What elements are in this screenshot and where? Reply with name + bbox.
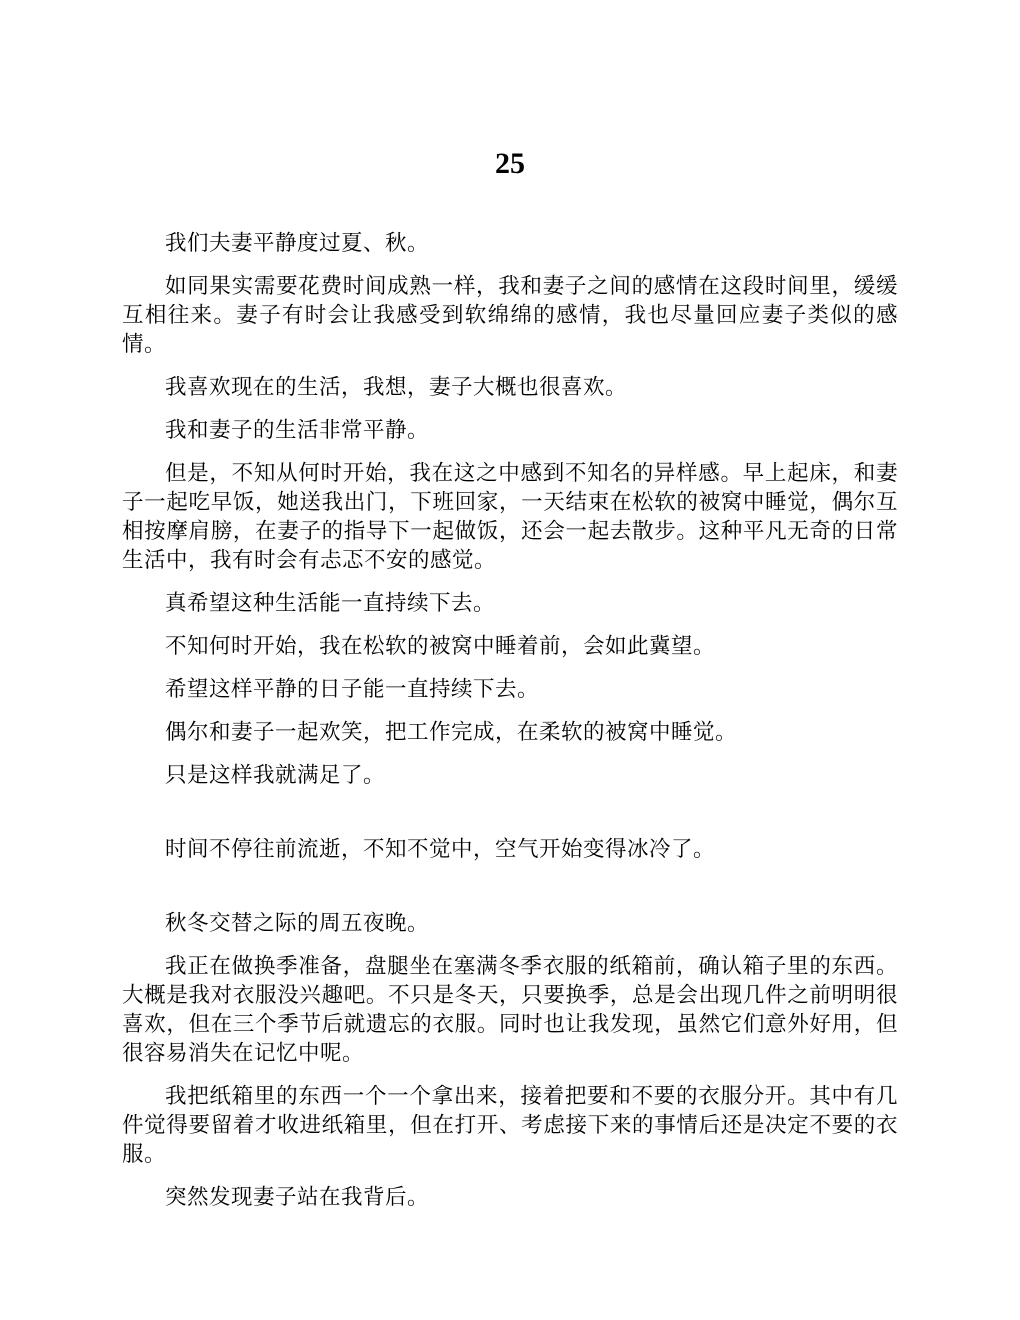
paragraph: 突然发现妻子站在我背后。: [165, 1185, 430, 1210]
paragraph: 真希望这种生活能一直持续下去。: [165, 591, 496, 616]
paragraph: 希望这样平静的日子能一直持续下去。: [165, 677, 540, 702]
paragraph: 我和妻子的生活非常平静。: [165, 418, 430, 443]
paragraph: 我正在做换季准备，盘腿坐在塞满冬季衣服的纸箱前，确认箱子里的东西。大概是我对衣服没兴趣吧。不只是冬天，只要换季，总是会出现几件之前明明很喜欢，但在三个季节后就遗忘的衣服。同时也让我发现，虽然它们意外好用，但很容易消失在记忆中呢。: [122, 954, 898, 1066]
paragraph: 只是这样我就满足了。: [165, 763, 386, 788]
chapter-body: [122, 229, 898, 1226]
paragraph: 我们夫妻平静度过夏、秋。: [165, 231, 430, 256]
paragraph: 我喜欢现在的生活，我想，妻子大概也很喜欢。: [165, 375, 628, 400]
chapter-number: 25: [495, 147, 525, 180]
paragraph: 偶尔和妻子一起欢笑，把工作完成，在柔软的被窝中睡觉。: [165, 720, 738, 745]
paragraph: 我把纸箱里的东西一个一个拿出来，接着把要和不要的衣服分开。其中有几件觉得要留着才收进纸箱里，但在打开、考虑接下来的事情后还是决定不要的衣服。: [122, 1084, 898, 1167]
paragraph: 如同果实需要花费时间成熟一样，我和妻子之间的感情在这段时间里，缓缓互相往来。妻子有时会让我感受到软绵绵的感情，我也尽量回应妻子类似的感情。: [122, 274, 898, 357]
paragraph: 时间不停往前流逝，不知不觉中，空气开始变得冰冷了。: [165, 837, 716, 862]
paragraph: 不知何时开始，我在松软的被窝中睡着前，会如此冀望。: [165, 634, 716, 659]
paragraph: 秋冬交替之际的周五夜晚。: [165, 911, 430, 936]
paragraph: 但是，不知从何时开始，我在这之中感到不知名的异样感。早上起床，和妻子一起吃早饭，她送我出门，下班回家，一天结束在松软的被窝中睡觉，偶尔互相按摩肩膀，在妻子的指导下一起做饭，还会一起去散步。这种平凡无奇的日常生活中，我有时会有忐忑不安的感觉。: [122, 461, 898, 573]
